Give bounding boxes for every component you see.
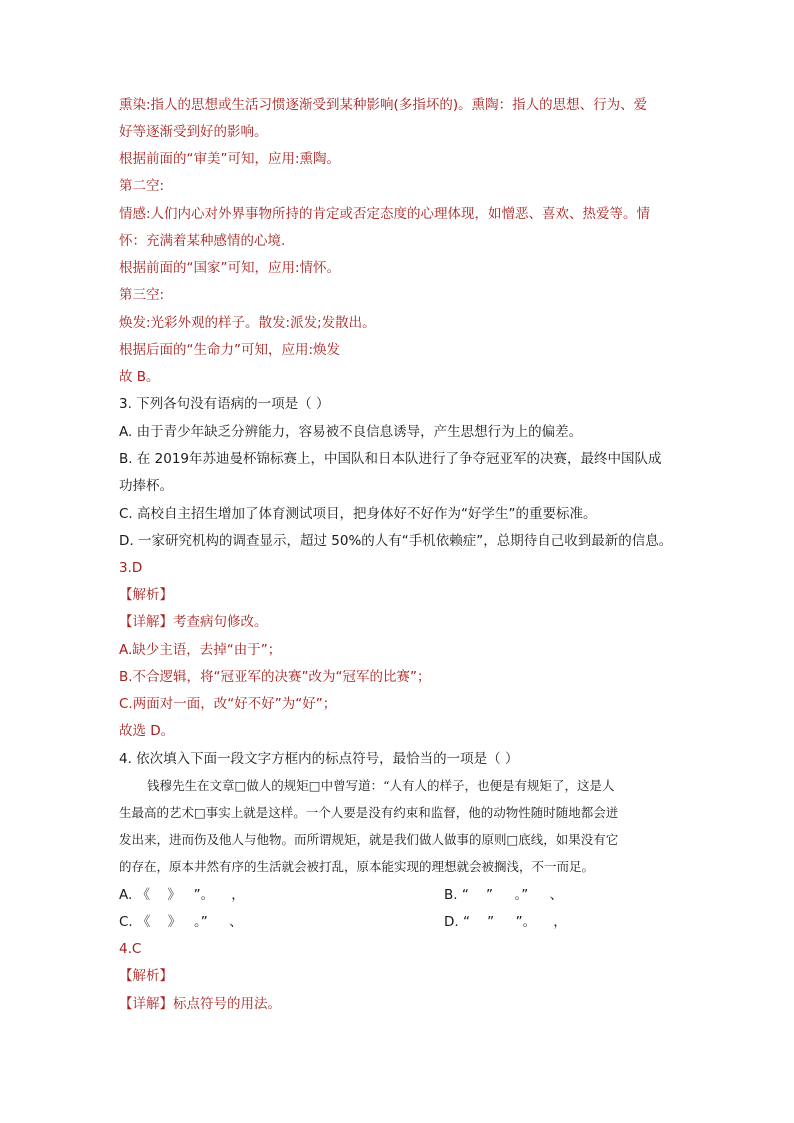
text-line: 根据后面的“生命力”可知，应用:焕发	[119, 342, 341, 358]
question-3-option-c: C. 高校自主招生增加了体育测试项目，把身体好不好作为“好学生”的重要标准。	[119, 506, 597, 522]
text-line: 第三空:	[119, 287, 165, 303]
passage-line: 钱穆先生在文章□做人的规矩□中曾写道：“人有人的样子，也便是有规矩了，这是人	[147, 778, 615, 793]
question-3-option-a: A. 由于青少年缺乏分辨能力，容易被不良信息诱导，产生思想行为上的偏差。	[119, 424, 583, 440]
fix-line: 故选 D。	[119, 723, 175, 739]
passage-line: 的存在，原本井然有序的生活就会被打乱，原本能实现的理想就会被搁浅，不一而足。	[119, 859, 595, 874]
fix-line: A.缺少主语，去掉“由于”；	[119, 642, 282, 658]
question-3-stem: 3. 下列各句没有语病的一项是（ ）	[119, 396, 330, 412]
text-line: 情感:人们内心对外界事物所持的肯定或否定态度的心理体现，如憎恶、喜欢、热爱等。情	[119, 206, 651, 222]
fix-line: C.两面对一面，改“好不好”为“好”；	[119, 696, 337, 712]
detail-label: 【详解】考查病句修改。	[119, 614, 268, 630]
passage-line: 发出来，进而伤及他人与他物。而所谓规矩，就是我们做人做事的原则□底线，如果没有它	[119, 832, 619, 847]
question-4-option-c: C. 《 》 。” 、	[119, 914, 243, 930]
question-3-option-b: B. 在 2019年苏迪曼杯锦标赛上，中国队和日本队进行了争夺冠亚军的决赛，最终中国队成	[119, 451, 662, 467]
text-line: 好等逐渐受到好的影响。	[119, 124, 268, 140]
detail-label: 【详解】标点符号的用法。	[119, 996, 281, 1012]
question-4-option-d: D. “ ” ”。 ，	[444, 914, 567, 930]
answer-4: 4.C	[119, 941, 142, 957]
answer-3: 3.D	[119, 560, 143, 576]
question-3-option-b-cont: 功捧杯。	[119, 478, 173, 494]
fix-line: B.不合逻辑，将“冠亚军的决赛”改为“冠军的比赛”；	[119, 669, 431, 685]
question-3-option-d: D. 一家研究机构的调查显示，超过 50%的人有“手机依赖症”，总期待自己收到最新的信息。	[119, 533, 673, 549]
analysis-label: 【解析】	[119, 968, 173, 984]
passage-line: 生最高的艺术□事实上就是这样。一个人要是没有约束和监督，他的动物性随时随地都会迸	[119, 805, 619, 820]
text-line: 怀：充满着某种感情的心境.	[119, 233, 286, 249]
text-line: 根据前面的“审美”可知，应用:熏陶。	[119, 151, 341, 167]
question-4-option-b: B. “ ” 。” 、	[444, 887, 564, 903]
question-4-option-a: A. 《 》 ”。 ，	[119, 887, 245, 903]
text-line: 根据前面的“国家”可知，应用:情怀。	[119, 260, 341, 276]
analysis-label: 【解析】	[119, 587, 173, 603]
text-line: 第二空:	[119, 178, 165, 194]
text-line: 焕发:光彩外观的样子。散发:派发;发散出。	[119, 315, 376, 331]
text-line: 故 B。	[119, 369, 160, 385]
question-4-stem: 4. 依次填入下面一段文字方框内的标点符号，最恰当的一项是（ ）	[119, 751, 519, 767]
text-line: 熏染:指人的思想或生活习惯逐渐受到某种影响(多指坏的)。熏陶：指人的思想、行为、爱	[119, 97, 648, 113]
